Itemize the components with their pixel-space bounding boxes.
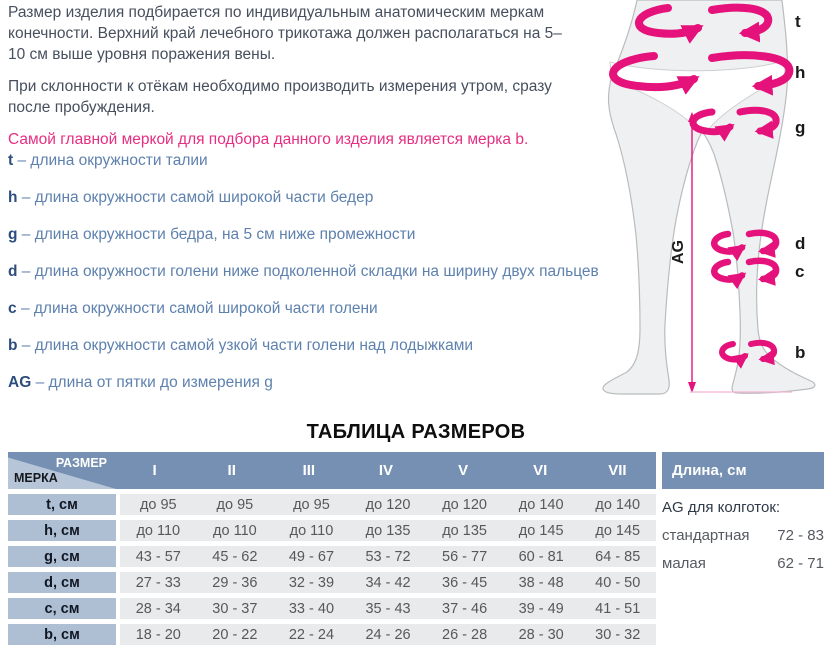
cell-b-7: 30 - 32 xyxy=(595,626,641,643)
corner-measure-label: МЕРКА xyxy=(14,471,58,485)
cell-d-2: 29 - 36 xyxy=(212,574,258,591)
legend-desc-b: – длина окружности самой узкой части голени над лодыжками xyxy=(21,337,474,354)
legend-item-h xyxy=(8,187,608,208)
row-label-b: b, см xyxy=(8,624,116,645)
column-header-2: II xyxy=(227,462,236,479)
legend-key-ag: AG xyxy=(8,374,32,391)
figure-label-g: g xyxy=(795,118,806,137)
corner-cell xyxy=(8,452,116,489)
cell-h-2: до 110 xyxy=(213,522,257,539)
row-label-c: c, см xyxy=(8,598,116,619)
row-label-g: g, см xyxy=(8,546,116,567)
legend-item-ag xyxy=(8,372,608,393)
figure-label-h: h xyxy=(795,63,806,82)
legend-key-t: t xyxy=(8,152,14,169)
column-header-6: VI xyxy=(533,462,548,479)
cell-b-5: 26 - 28 xyxy=(442,626,488,643)
cell-h-7: до 145 xyxy=(595,522,641,539)
intro-paragraph-1: Размер изделия подбирается по индивидуальным анатомическим меркам конечности. Верхний край лечебного трикотажа должен располагаться на 5–10 см выше уровня поражения вены. xyxy=(8,4,562,63)
size-columns xyxy=(116,452,656,489)
column-header-7: VII xyxy=(608,462,627,479)
legend-desc-h: – длина окружности самой широкой части бедер xyxy=(21,189,374,206)
figure-label-t: t xyxy=(795,12,801,31)
cell-g-5: 56 - 77 xyxy=(442,548,488,565)
length-standard-value: 72 - 83 xyxy=(777,527,824,544)
cell-d-5: 36 - 45 xyxy=(442,574,488,591)
cell-g-1: 43 - 57 xyxy=(135,548,181,565)
intro-text-block xyxy=(8,2,568,150)
figure-label-d: d xyxy=(795,234,806,253)
cell-d-4: 34 - 42 xyxy=(365,574,411,591)
intro-paragraph-2: При склонности к отёкам необходимо производить измерения утром, сразу после пробуждения. xyxy=(8,78,552,116)
size-table xyxy=(8,452,656,645)
cell-b-3: 22 - 24 xyxy=(288,626,335,643)
cell-c-4: 35 - 43 xyxy=(365,600,411,617)
key-measurement-note: Самой главной меркой для подбора данного изделия является мерка b. xyxy=(8,131,529,148)
cell-g-3: 49 - 67 xyxy=(288,548,335,565)
legend-desc-ag: – длина от пятки до измерения g xyxy=(35,374,273,391)
cell-t-2: до 95 xyxy=(216,496,254,513)
length-panel-header: Длина, см xyxy=(662,452,824,489)
cell-t-5: до 120 xyxy=(442,496,487,513)
cell-b-1: 18 - 20 xyxy=(135,626,181,643)
length-small-label: малая xyxy=(662,555,706,572)
cell-c-1: 28 - 34 xyxy=(135,600,181,617)
cell-b-6: 28 - 30 xyxy=(518,626,564,643)
cell-d-6: 38 - 48 xyxy=(518,574,564,591)
table-row-h xyxy=(8,520,656,541)
figure-label-c: c xyxy=(795,262,805,281)
legend-item-t xyxy=(8,150,608,171)
row-values-h xyxy=(120,520,656,541)
cell-t-7: до 140 xyxy=(595,496,641,513)
legs-measurement-figure xyxy=(580,0,832,420)
row-values-b xyxy=(120,624,656,645)
cell-d-3: 32 - 39 xyxy=(288,574,335,591)
ag-arrow-down-icon xyxy=(688,382,696,393)
cell-h-1: до 110 xyxy=(136,522,181,539)
legend-desc-d: – длина окружности голени ниже подколенной складки на ширину двух пальцев xyxy=(21,263,599,280)
legend-key-g: g xyxy=(8,226,18,243)
cell-d-1: 27 - 33 xyxy=(135,574,181,591)
row-label-h: h, см xyxy=(8,520,116,541)
row-values-g xyxy=(120,546,656,567)
legend-key-h: h xyxy=(8,189,18,206)
legend-item-b xyxy=(8,335,608,356)
cell-g-6: 60 - 81 xyxy=(518,548,564,565)
row-values-c xyxy=(120,598,656,619)
length-standard-label: стандартная xyxy=(662,527,750,544)
cell-b-2: 20 - 22 xyxy=(212,626,258,643)
cell-t-1: до 95 xyxy=(139,496,177,513)
length-row-small xyxy=(662,555,824,572)
legend-item-g xyxy=(8,224,608,245)
table-row-b xyxy=(8,624,656,645)
cell-g-2: 45 - 62 xyxy=(212,548,258,565)
cell-c-2: 30 - 37 xyxy=(212,600,258,617)
cell-h-5: до 135 xyxy=(442,522,487,539)
cell-c-6: 39 - 49 xyxy=(518,600,564,617)
cell-g-4: 53 - 72 xyxy=(365,548,411,565)
column-header-3: III xyxy=(302,462,316,479)
legend-desc-c: – длина окружности самой широкой части голени xyxy=(20,300,378,317)
cell-h-3: до 110 xyxy=(289,522,334,539)
cell-h-6: до 145 xyxy=(518,522,564,539)
corner-size-label: РАЗМЕР xyxy=(55,456,107,470)
legend-desc-t: – длина окружности талии xyxy=(17,152,208,169)
legend-key-d: d xyxy=(8,263,18,280)
table-row-d xyxy=(8,572,656,593)
cell-d-7: 40 - 50 xyxy=(595,574,641,591)
table-row-c xyxy=(8,598,656,619)
table-row-g xyxy=(8,546,656,567)
cell-c-7: 41 - 51 xyxy=(595,600,641,617)
ag-rotated-label: AG xyxy=(670,240,687,264)
length-panel-subtitle: AG для колготок: xyxy=(662,499,781,516)
cell-c-5: 37 - 46 xyxy=(442,600,488,617)
legend-item-c xyxy=(8,298,608,319)
column-header-4: IV xyxy=(378,462,394,479)
row-label-t: t, см xyxy=(8,494,116,515)
measurement-legend xyxy=(8,150,608,409)
cell-b-4: 24 - 26 xyxy=(365,626,411,643)
column-header-1: I xyxy=(152,462,157,479)
row-values-t xyxy=(120,494,656,515)
column-header-5: V xyxy=(458,462,469,479)
figure-label-b: b xyxy=(795,343,806,362)
legend-desc-g: – длина окружности бедра, на 5 см ниже промежности xyxy=(21,226,416,243)
legend-key-b: b xyxy=(8,337,18,354)
cell-t-3: до 95 xyxy=(293,496,330,513)
cell-c-3: 33 - 40 xyxy=(288,600,335,617)
legend-item-d xyxy=(8,261,608,282)
cell-g-7: 64 - 85 xyxy=(595,548,641,565)
length-small-value: 62 - 71 xyxy=(777,555,824,572)
size-table-header xyxy=(8,452,656,489)
size-table-title: ТАБЛИЦА РАЗМЕРОВ xyxy=(306,421,526,443)
length-row-standard xyxy=(662,527,824,544)
cell-t-6: до 140 xyxy=(518,496,564,513)
row-values-d xyxy=(120,572,656,593)
cell-t-4: до 120 xyxy=(365,496,411,513)
row-label-d: d, см xyxy=(8,572,116,593)
length-panel xyxy=(662,452,824,572)
cell-h-4: до 135 xyxy=(365,522,411,539)
legend-key-c: c xyxy=(8,300,17,317)
table-row-t xyxy=(8,494,656,515)
